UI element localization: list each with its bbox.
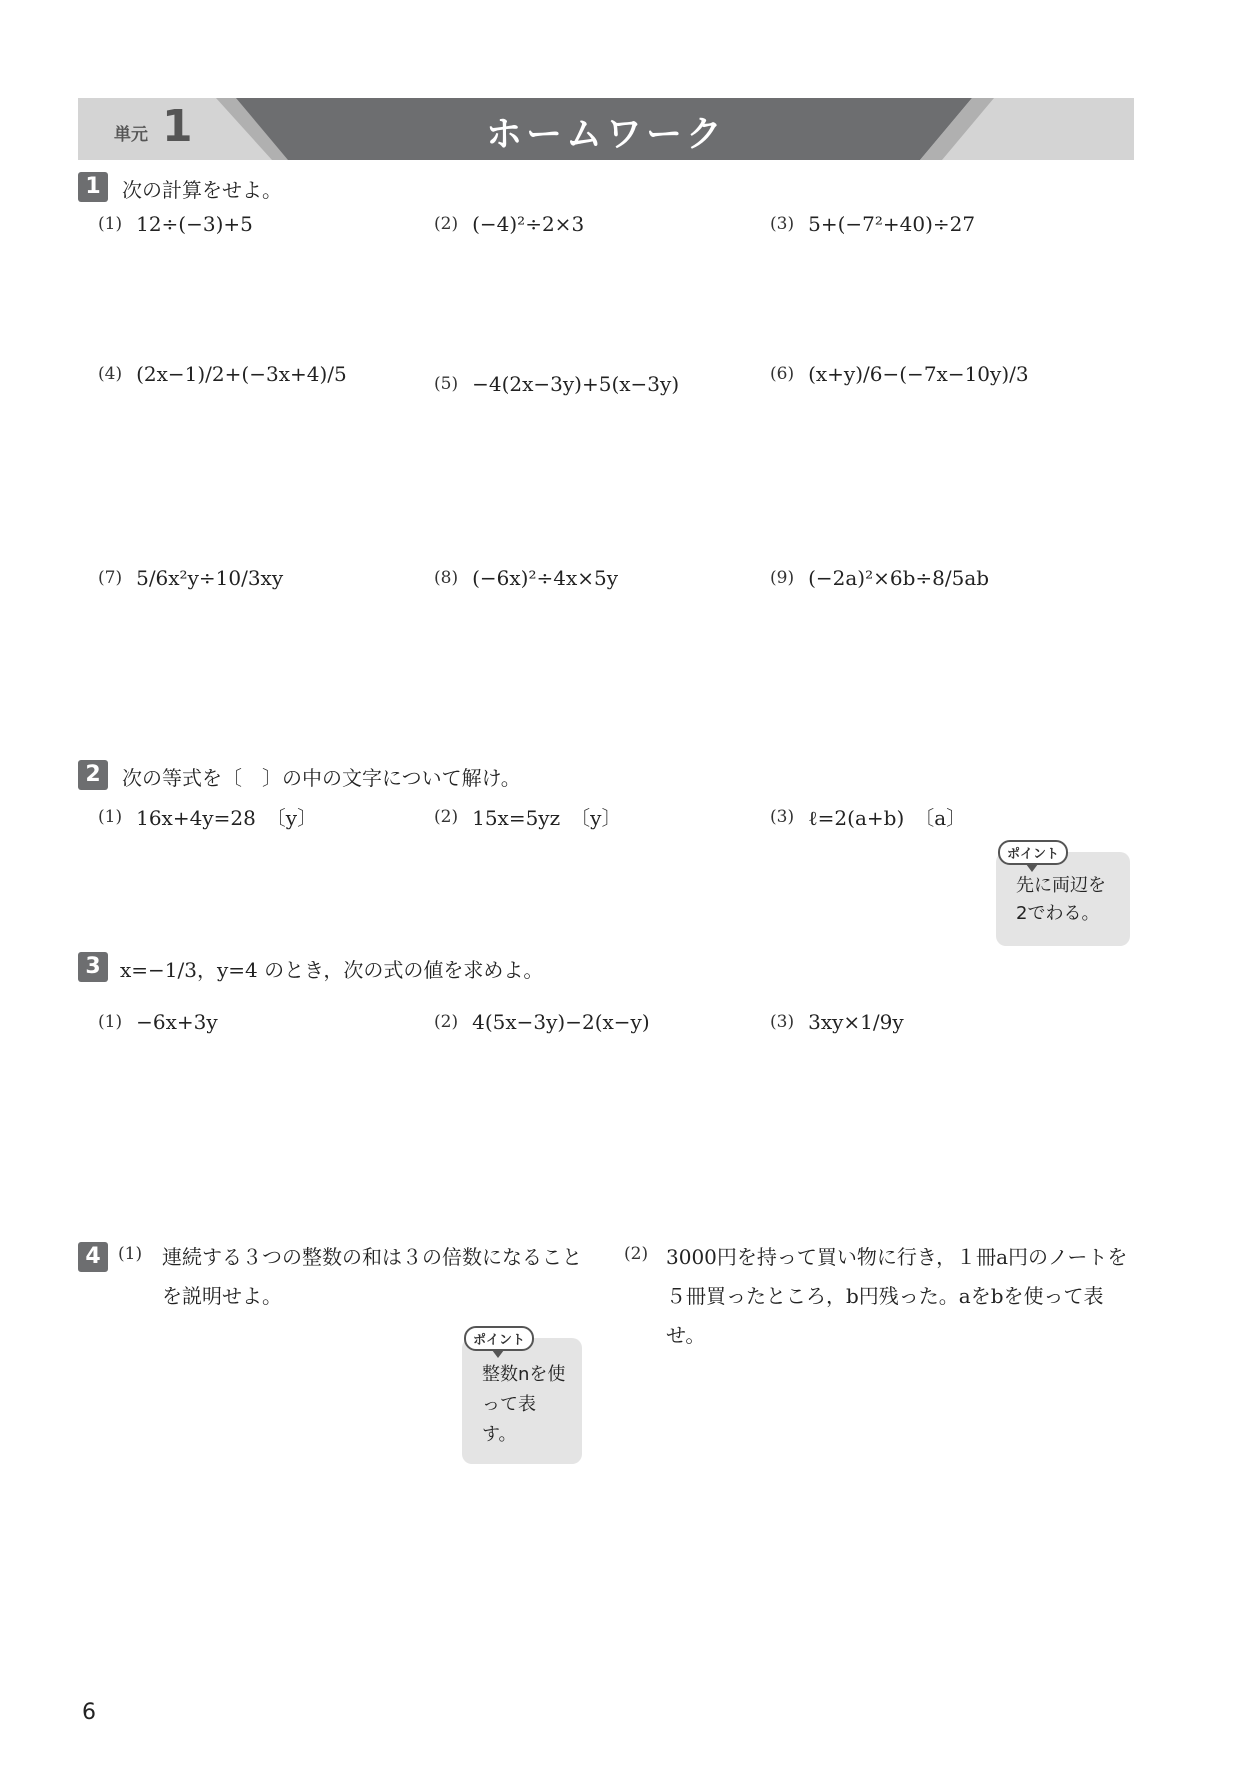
q1-item-3	[770, 212, 975, 236]
expression: (x+y)/6−(−7x−10y)/3	[808, 362, 1029, 386]
expression: 12÷(−3)+5	[136, 212, 253, 236]
q1-item-1	[98, 212, 253, 236]
item-number: (4)	[98, 364, 123, 384]
item-number: (2)	[434, 1012, 459, 1032]
point-hint-box-2	[462, 1333, 582, 1464]
question-3-prompt: x=−1/3，y=4 のとき，次の式の値を求めよ。	[120, 958, 544, 982]
unit-header	[78, 98, 1134, 160]
page-title: ホームワーク	[485, 114, 726, 155]
q2-item-2	[434, 802, 621, 831]
expression: 4(5x−3y)−2(x−y)	[472, 1010, 650, 1034]
expression: 5+(−7²+40)÷27	[808, 212, 976, 236]
q1-item-7	[98, 566, 283, 590]
q4-part-1	[118, 1238, 588, 1316]
q1-item-4	[98, 362, 347, 386]
q1-item-6	[770, 362, 1029, 386]
expression: 3xy×1/9y	[808, 1010, 904, 1034]
point-hint-box	[996, 847, 1130, 946]
q2-item-3	[770, 802, 966, 831]
item-number: (2)	[624, 1244, 649, 1264]
q3-item-2	[434, 1010, 650, 1034]
q1-item-8	[434, 566, 618, 590]
question-badge-3: 3	[78, 952, 108, 982]
item-number: (1)	[118, 1244, 143, 1264]
item-number: (3)	[770, 1012, 795, 1032]
q4-part-2-text: 3000円を持って買い物に行き，１冊a円のノートを５冊買ったところ，b円残った。aをbを使って表せ。	[666, 1245, 1128, 1347]
expression: −4(2x−3y)+5(x−3y)	[472, 372, 680, 396]
item-number: (3)	[770, 806, 795, 827]
item-number: (1)	[98, 806, 123, 827]
item-number: (3)	[770, 214, 795, 234]
item-number: (1)	[98, 1012, 123, 1032]
expression: −6x+3y	[136, 1010, 218, 1034]
expression: (−4)²÷2×3	[472, 212, 585, 236]
item-number: (7)	[98, 568, 123, 588]
expression: ℓ=2(a+b) 〔a〕	[808, 806, 967, 830]
item-number: (8)	[434, 568, 459, 588]
point-text: 先に両辺を2でわる。	[1016, 875, 1106, 924]
q1-item-2	[434, 212, 584, 236]
point-tag: ポイント	[998, 840, 1068, 865]
expression: 15x=5yz 〔y〕	[472, 806, 622, 830]
point-tag: ポイント	[464, 1326, 534, 1351]
expression: (2x−1)/2+(−3x+4)/5	[136, 362, 347, 386]
q4-part-2	[624, 1238, 1130, 1355]
q1-item-9	[770, 566, 989, 590]
item-number: (2)	[434, 806, 459, 827]
expression: (−2a)²×6b÷8/5ab	[808, 566, 990, 590]
question-2-prompt: 次の等式を〔 〕の中の文字について解け。	[122, 766, 521, 790]
q2-item-1	[98, 802, 317, 831]
item-number: (6)	[770, 364, 795, 384]
expression: (−6x)²÷4x×5y	[472, 566, 619, 590]
q4-part-1-text: 連続する３つの整数の和は３の倍数になることを説明せよ。	[162, 1245, 582, 1308]
item-number: (1)	[98, 214, 123, 234]
question-badge-4: 4	[78, 1242, 108, 1272]
question-1-prompt: 次の計算をせよ。	[122, 178, 282, 202]
item-number: (5)	[434, 374, 459, 394]
item-number: (2)	[434, 214, 459, 234]
expression: 5/6x²y÷10/3xy	[136, 566, 284, 590]
unit-number: 1	[162, 101, 193, 152]
question-badge-2: 2	[78, 760, 108, 790]
q3-item-3	[770, 1010, 904, 1034]
point-text: 整数nを使って表す。	[482, 1364, 566, 1445]
unit-label: 単元	[114, 125, 148, 145]
item-number: (9)	[770, 568, 795, 588]
expression: 16x+4y=28 〔y〕	[136, 806, 318, 830]
page-number: 6	[82, 1700, 96, 1725]
question-badge-1: 1	[78, 172, 108, 202]
q1-item-5	[434, 372, 679, 396]
q3-item-1	[98, 1010, 218, 1034]
